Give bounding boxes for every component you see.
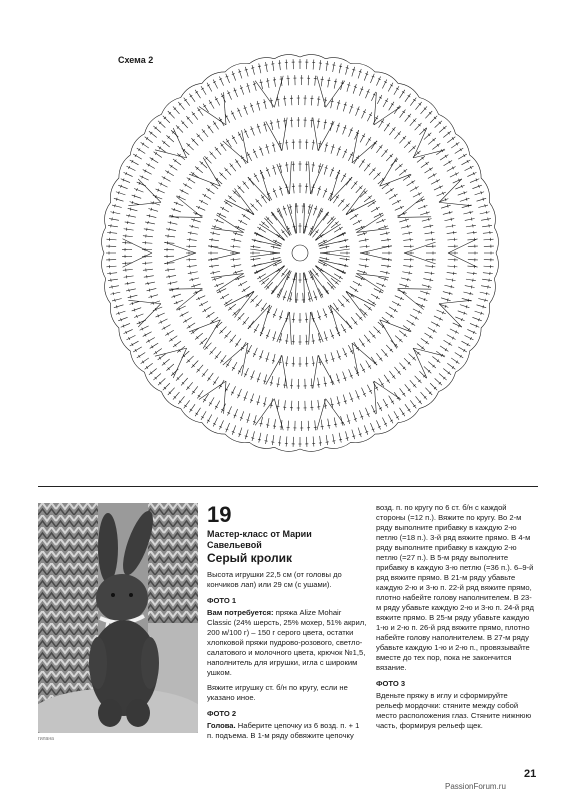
article-column-2: [376, 503, 536, 736]
section-divider: [38, 486, 538, 487]
head-label: Голова.: [207, 721, 236, 730]
photo-credit: гилана: [38, 736, 54, 742]
instructions-continued: возд. п. по кругу по 6 ст. б/н с каждой стороны (=12 п.). Вяжите по кругу. Во 2-м ряду выполните прибавку в каждую 2-ю петлю (=18 п.). 3-й ряд вяжите прямо. В 4-м ряду выполните прибавку в каждую 2-ю петлю (=27 п.). В 5-м ряду выполните прибавку в каждую 3-ю петлю (=36 п.). 6–9-й ряд вяжите прямо. В 21-м ряду убавьте каждую 2-ю и 3-ю п. 22-й ряд вяжите прямо, плотно набейте голову наполнителем. В 23-м ряду убавьте каждую 2-ю и 3-ю п. 24-й ряд вяжите прямо. В 25-м ряду убавьте каждую 1-ю и 2-ю п. 26-й ряд вяжите прямо, плотно набейте голову наполнителем. В 27-м ряду убавьте каждую 1-ю и 2-ю п., провязывайте вместе до тех пор, пока не закончится вязание.: [376, 503, 534, 672]
scheme-label: Схема 2: [118, 55, 154, 65]
bunny-photo: [38, 503, 198, 733]
intro-text: Высота игрушки 22,5 см (от головы до кончиков лап) или 29 см (с ушами).: [207, 570, 342, 589]
crochet-chart-diagram: [100, 38, 500, 458]
photo1-heading: ФОТО 1: [207, 596, 237, 605]
head-paragraph: [207, 721, 367, 741]
head-text: Наберите цепочку из 6 возд. п. + 1 п. подъема. В 1-м ряду обвяжите цепочку: [207, 721, 360, 740]
materials-paragraph: [207, 608, 367, 678]
page-number: 21: [524, 768, 537, 780]
article-column-1: [207, 503, 367, 746]
photo2-heading: ФОТО 2: [207, 709, 237, 718]
photo3-heading: ФОТО 3: [376, 679, 406, 688]
watermark: PassionForum.ru: [445, 782, 506, 791]
article-title: Серый кролик: [207, 551, 293, 565]
photo3-paragraph: Вденьте пряжу в иглу и сформируйте рельеф мордочки: стяните между собой место расположения глаз. Стяните нижнюю часть, формируя рельеф щек.: [376, 691, 532, 730]
article-number: 19: [207, 502, 232, 527]
materials-label: Вам потребуется:: [207, 608, 274, 617]
materials-text: пряжа Alize Mohair Classic (24% шерсть, 25% мохер, 51% акрил, 200 м/100 г) – 150 г серого цвета, остатки хлопковой пряжи пудрово-розового, светло-салатового и молочного цвета, крючок №1,5, наполнитель для игрушки, игла с широким ушком.: [207, 608, 367, 677]
master-class-line: Мастер-класс от Марии Савельевой: [207, 529, 312, 550]
knit-note: Вяжите игрушку ст. б/н по кругу, если не указано иное.: [207, 683, 348, 702]
